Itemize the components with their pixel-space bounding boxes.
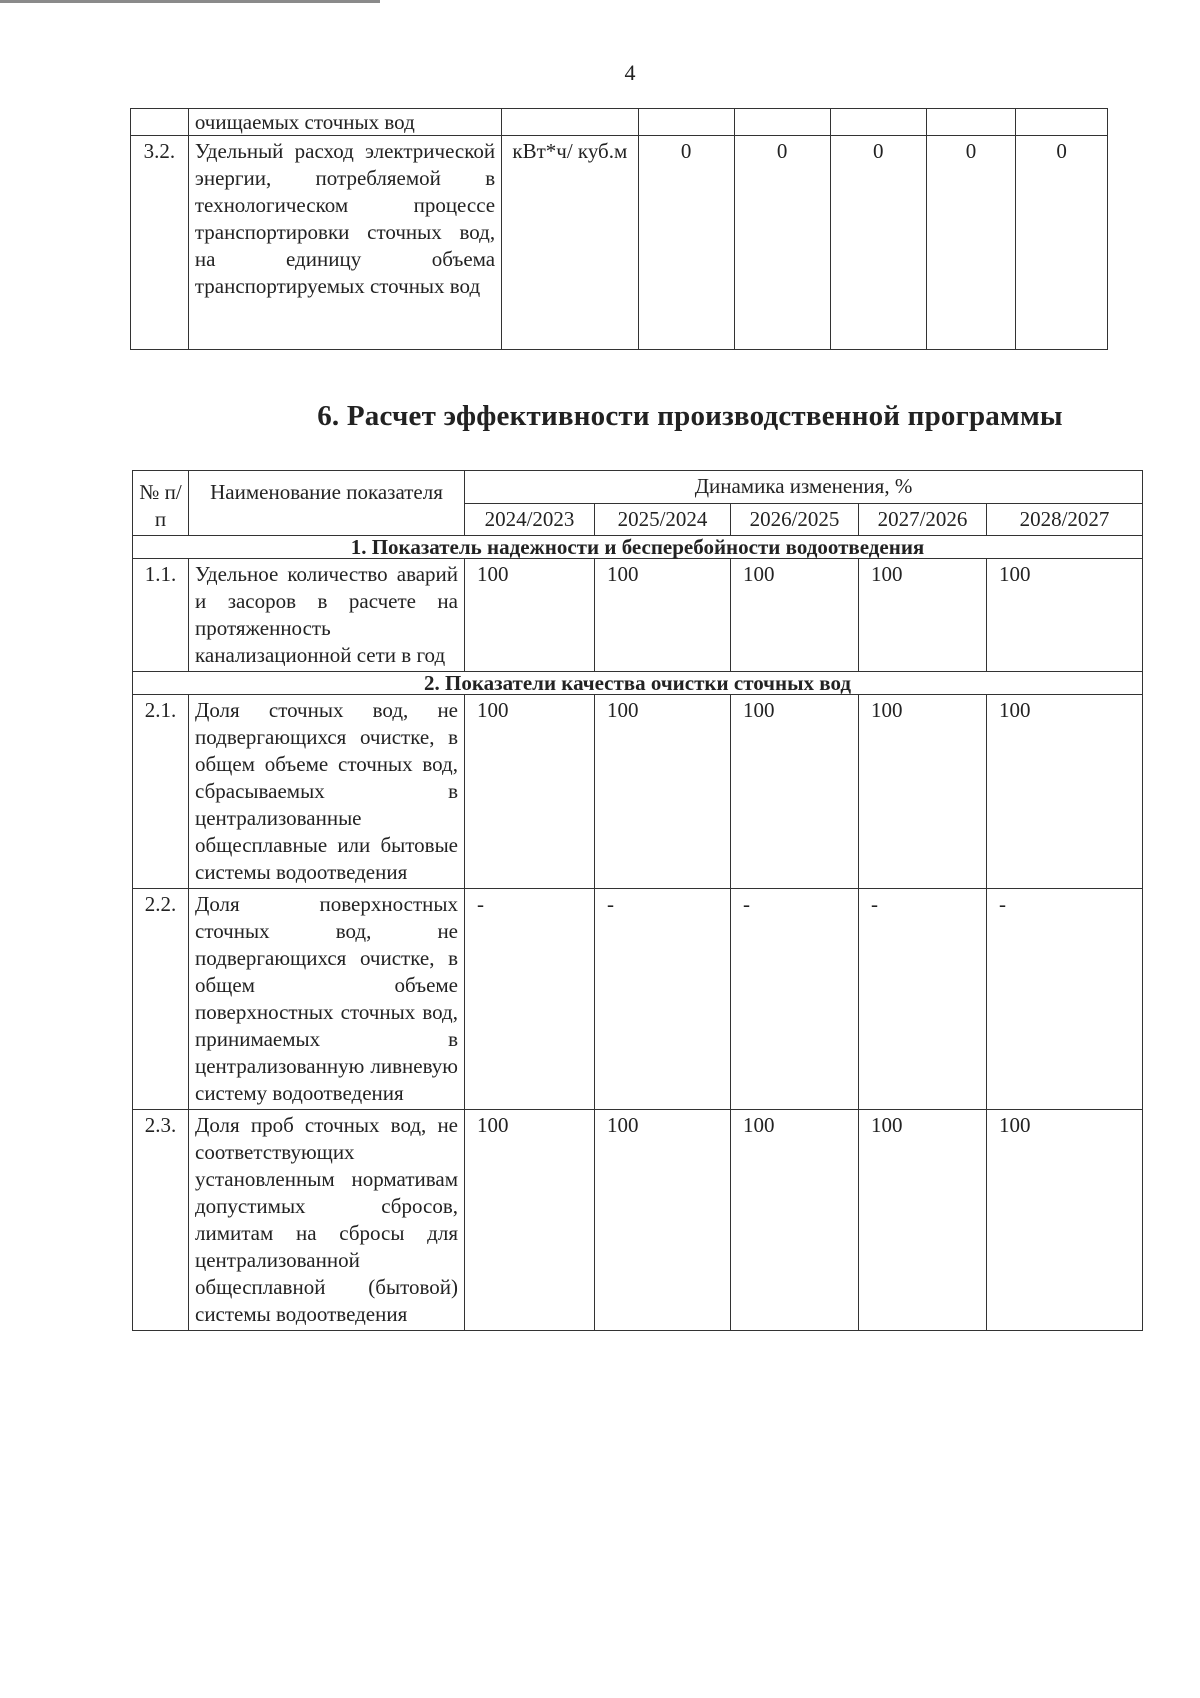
value-cell: 100 — [731, 559, 859, 672]
value-cell: 100 — [465, 695, 595, 889]
indicator-name-cell: Удельный расход электрической энергии, потребляемой в технологическом процессе транспортировки сточных вод, на единицу объема транспортируемых сточных вод — [188, 136, 501, 350]
index-cell: 2.3. — [133, 1110, 189, 1331]
table-row — [133, 1110, 1143, 1331]
value-cell: - — [987, 889, 1143, 1110]
column-header-year: 2027/2026 — [859, 503, 987, 536]
section-header: 1. Показатель надежности и бесперебойности водоотведения — [133, 536, 1143, 559]
table-row — [131, 109, 1108, 136]
value-cell: 0 — [926, 136, 1016, 350]
value-cell: 100 — [465, 559, 595, 672]
section-title: 6. Расчет эффективности производственной программы — [317, 400, 1063, 432]
index-cell: 1.1. — [133, 559, 189, 672]
column-header-no: № п/п — [133, 471, 189, 536]
column-header-year: 2028/2027 — [987, 503, 1143, 536]
value-cell: 100 — [987, 559, 1143, 672]
value-cell: 0 — [638, 136, 734, 350]
indicator-name-cell: очищаемых сточных вод — [188, 109, 501, 136]
index-cell: 2.2. — [133, 889, 189, 1110]
value-cell: 100 — [465, 1110, 595, 1331]
value-cell: 0 — [830, 136, 926, 350]
table-row — [133, 889, 1143, 1110]
column-header-year: 2026/2025 — [731, 503, 859, 536]
value-cell: 100 — [595, 695, 731, 889]
scan-edge-mark — [0, 0, 380, 3]
indicator-name-cell: Доля сточных вод, не подвергающихся очистке, в общем объеме сточных вод, сбрасываемых в централизованные общесплавные или бытовые системы водоотведения — [189, 695, 465, 889]
indicator-name-cell: Удельное количество аварий и засоров в расчете на протяженность канализационной сети в год — [189, 559, 465, 672]
section-header-row — [133, 672, 1143, 695]
index-cell — [131, 109, 189, 136]
value-cell: - — [859, 889, 987, 1110]
value-cell: 100 — [987, 1110, 1143, 1331]
column-header-name: Наименование показателя — [189, 471, 465, 536]
table-row — [133, 695, 1143, 889]
section-header: 2. Показатели качества очистки сточных вод — [133, 672, 1143, 695]
column-header-year: 2025/2024 — [595, 503, 731, 536]
continuation-table — [130, 108, 1108, 350]
efficiency-table — [132, 470, 1143, 1331]
table-header-row — [133, 471, 1143, 504]
value-cell: 100 — [987, 695, 1143, 889]
value-cell: 100 — [859, 695, 987, 889]
value-cell: 100 — [595, 1110, 731, 1331]
section-header-row — [133, 536, 1143, 559]
unit-cell: кВт*ч/ куб.м — [502, 136, 638, 350]
value-cell: 100 — [731, 1110, 859, 1331]
indicator-name-cell: Доля поверхностных сточных вод, не подвергающихся очистке, в общем объеме поверхностных сточных вод, принимаемых в централизованную ливневую систему водоотведения — [189, 889, 465, 1110]
value-cell: 100 — [859, 559, 987, 672]
column-header-dynamics: Динамика изменения, % — [465, 471, 1143, 504]
table-row — [131, 136, 1108, 350]
column-header-year: 2024/2023 — [465, 503, 595, 536]
value-cell: 0 — [734, 136, 830, 350]
indicator-name-cell: Доля проб сточных вод, не соответствующих установленным нормативам допустимых сбросов, лимитам на сбросы для централизованной общесплавной (бытовой) системы водоотведения — [189, 1110, 465, 1331]
value-cell: 100 — [731, 695, 859, 889]
value-cell: - — [731, 889, 859, 1110]
value-cell: 0 — [1016, 136, 1108, 350]
value-cell: 100 — [595, 559, 731, 672]
value-cell: - — [465, 889, 595, 1110]
value-cell: 100 — [859, 1110, 987, 1331]
value-cell: - — [595, 889, 731, 1110]
table-row — [133, 559, 1143, 672]
index-cell: 2.1. — [133, 695, 189, 889]
index-cell: 3.2. — [131, 136, 189, 350]
page-number: 4 — [624, 60, 636, 85]
